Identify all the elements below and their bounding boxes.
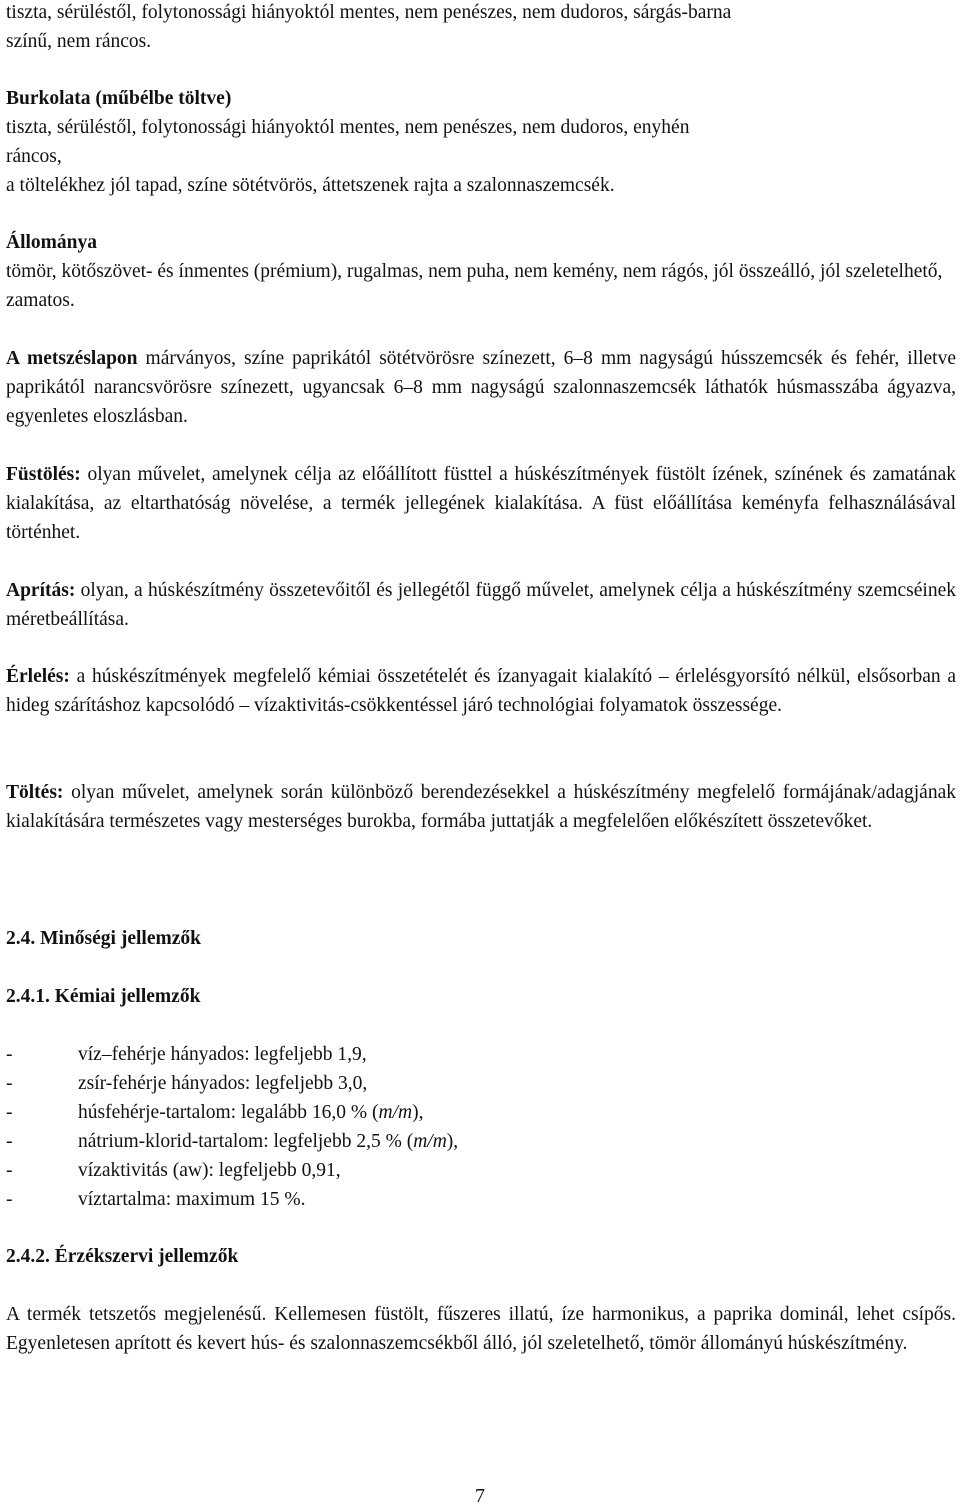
allomanya-heading: Állománya [6,232,98,253]
metszeslap-term: A metszéslapon [6,348,138,369]
list-dash: - [6,1189,13,1210]
burkolata-heading: Burkolata (műbélbe töltve) [6,88,232,109]
section-heading-2-4-2 [6,1242,238,1271]
burkolata-section [6,84,956,200]
list-item: - nátrium-klorid-tartalom: legfeljebb 2,5 % (m/m), [6,1127,956,1156]
fustoles-paragraph [6,460,956,547]
allomanya-section [6,228,956,315]
toltes-term: Töltés: [6,782,64,803]
section-heading-2-4 [6,924,201,953]
erleles-paragraph [6,662,956,720]
list-dash: - [6,1044,13,1065]
erleles-text: a húskészítmények megfelelő kémiai összetételét és ízanyagait kialakító – érlelésgyorsító nélkül, elsősorban a hideg szárításhoz kapcsolódó – vízaktivitás-csökkentéssel járó technológiai folyamatok összessége. [6,666,956,716]
section-title: Minőségi jellemzők [40,928,201,949]
text-line: a töltelékhez jól tapad, színe sötétvörös, áttetszenek rajta a szalonnaszemcsék. [6,175,615,196]
chemical-properties-list [6,1040,956,1214]
metszeslap-text: márványos, színe paprikától sötétvörösre színezett, 6–8 mm nagyságú hússzemcsék és fehér, illetve paprikától narancsvörösre színezett, ugyancsak 6–8 mm nagyságú szalonnaszemcsék láthatók húsmasszába ágyazva, egyenletes eloszlásban. [6,348,957,427]
section-heading-2-4-1 [6,982,200,1011]
text-line: ráncos, [6,146,62,167]
allomanya-text: tömör, kötőszövet- és ínmentes (prémium), rugalmas, nem puha, nem kemény, nem rágós, jól összeálló, jól szeletelhető, zamatos. [6,261,943,311]
section-number: 2.4.2. [6,1246,50,1267]
text-line: színű, nem ráncos. [6,31,152,52]
toltes-text: olyan művelet, amelynek során különböző berendezésekkel a húskészítmény megfelelő formájának/adagjának kialakítására természetes vagy mesterséges burokba, formába juttatják a megfelelően előkészített összetevőket. [6,782,956,832]
erleles-term: Érlelés: [6,666,70,687]
list-dash: - [6,1160,13,1181]
section-title: Kémiai jellemzők [54,986,201,1007]
apritas-term: Aprítás: [6,580,76,601]
sensory-paragraph: A termék tetszetős megjelenésű. Kellemesen füstölt, fűszeres illatú, íze harmonikus, a paprika dominál, lehet csípős. Egyenletesen aprított és kevert hús- és szalonnaszemcsékből álló, jól szeletelhető, tömör állományú húskészítmény. [6,1304,956,1354]
list-item: - víz–fehérje hányados: legfeljebb 1,9, [6,1040,956,1069]
list-dash: - [6,1073,13,1094]
list-item: - húsfehérje-tartalom: legalább 16,0 % (m/m), [6,1098,956,1127]
list-item: - zsír-fehérje hányados: legfeljebb 3,0, [6,1069,956,1098]
section-title: Érzékszervi jellemzők [54,1246,239,1267]
casing-description-continued [6,0,956,56]
text-line: tiszta, sérüléstől, folytonossági hiányoktól mentes, nem penészes, nem dudoros, enyhén [6,117,690,138]
fustoles-term: Füstölés: [6,464,81,485]
section-number: 2.4. [6,928,36,949]
list-dash: - [6,1102,13,1123]
toltes-paragraph [6,778,956,836]
page-number: 7 [475,1485,485,1507]
list-dash: - [6,1131,13,1152]
apritas-paragraph [6,576,956,634]
apritas-text: olyan, a húskészítmény összetevőitől és jellegétől függő művelet, amelynek célja a húskészítmény szemcséinek méretbeállítása. [6,580,956,630]
text-line: tiszta, sérüléstől, folytonossági hiányoktól mentes, nem penészes, nem dudoros, sárgás-barna [6,2,732,23]
list-item: - víztartalma: maximum 15 %. [6,1185,956,1214]
list-item: - vízaktivitás (aw): legfeljebb 0,91, [6,1156,956,1185]
fustoles-text: olyan művelet, amelynek célja az előállított füsttel a húskészítmények füstölt ízének, színének és zamatának kialakítása, az eltarthatóság növelése, a termék jellegének kialakítása. A füst előállítása keményfa felhasználásával történhet. [6,464,956,543]
metszeslap-paragraph [6,344,956,431]
section-number: 2.4.1. [6,986,50,1007]
